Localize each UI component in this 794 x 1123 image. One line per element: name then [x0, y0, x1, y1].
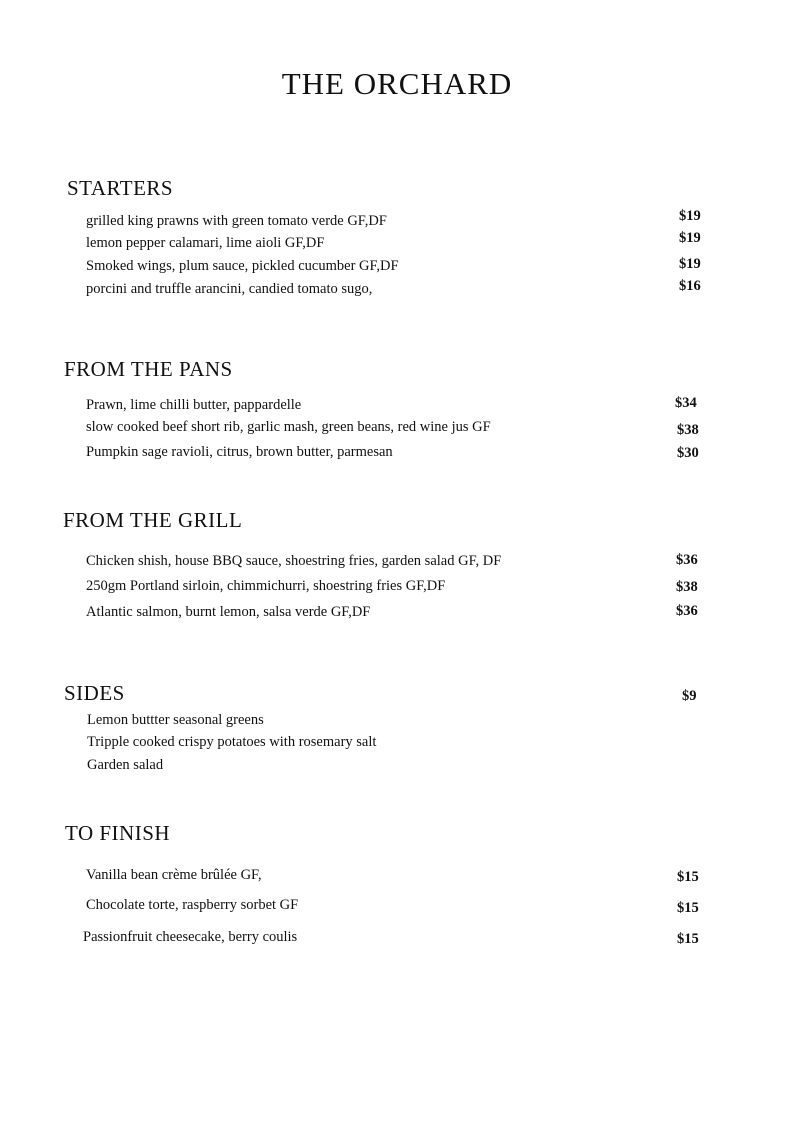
- section-heading-sides: SIDES: [64, 681, 125, 705]
- menu-title: THE ORCHARD: [281, 66, 513, 101]
- menu-item-price: $19: [679, 208, 701, 224]
- menu-item: lemon pepper calamari, lime aioli GF,DF: [86, 235, 325, 251]
- menu-item: Smoked wings, plum sauce, pickled cucumber GF,DF: [86, 258, 399, 274]
- sides-price: $9: [682, 688, 697, 704]
- menu-item-price: $30: [677, 445, 699, 461]
- menu-item-price: $15: [677, 900, 699, 916]
- menu-item-price: $15: [677, 931, 699, 947]
- menu-item-price: $38: [677, 422, 699, 438]
- menu-item-price: $36: [676, 552, 698, 568]
- menu-item: Atlantic salmon, burnt lemon, salsa verde GF,DF: [86, 604, 371, 620]
- menu-item: Chicken shish, house BBQ sauce, shoestring fries, garden salad GF, DF: [86, 553, 502, 569]
- menu-item: porcini and truffle arancini, candied tomato sugo,: [86, 281, 373, 297]
- section-heading-grill: FROM THE GRILL: [63, 508, 243, 532]
- menu-item-price: $15: [677, 869, 699, 885]
- menu-item: Vanilla bean crème brûlée GF,: [86, 867, 262, 883]
- menu-item: Lemon buttter seasonal greens: [87, 712, 264, 728]
- menu-item: grilled king prawns with green tomato verde GF,DF: [86, 213, 387, 229]
- menu-item: Prawn, lime chilli butter, pappardelle: [86, 397, 302, 413]
- menu-item: slow cooked beef short rib, garlic mash, green beans, red wine jus GF: [86, 419, 491, 435]
- menu-item-price: $34: [675, 395, 697, 411]
- menu-item: Tripple cooked crispy potatoes with rosemary salt: [87, 734, 377, 750]
- section-heading-pans: FROM THE PANS: [64, 357, 233, 381]
- menu-item-price: $19: [679, 230, 701, 246]
- menu-item: Chocolate torte, raspberry sorbet GF: [86, 897, 299, 913]
- menu-item-price: $16: [679, 278, 701, 294]
- menu-item-price: $38: [676, 579, 698, 595]
- menu-item-price: $19: [679, 256, 701, 272]
- menu-item: 250gm Portland sirloin, chimmichurri, shoestring fries GF,DF: [86, 578, 446, 594]
- menu-item: Passionfruit cheesecake, berry coulis: [83, 929, 298, 945]
- section-heading-finish: TO FINISH: [65, 821, 171, 845]
- section-heading-starters: STARTERS: [67, 176, 174, 200]
- menu-item: Pumpkin sage ravioli, citrus, brown butter, parmesan: [86, 444, 393, 460]
- menu-item-price: $36: [676, 603, 698, 619]
- menu-item: Garden salad: [87, 757, 164, 773]
